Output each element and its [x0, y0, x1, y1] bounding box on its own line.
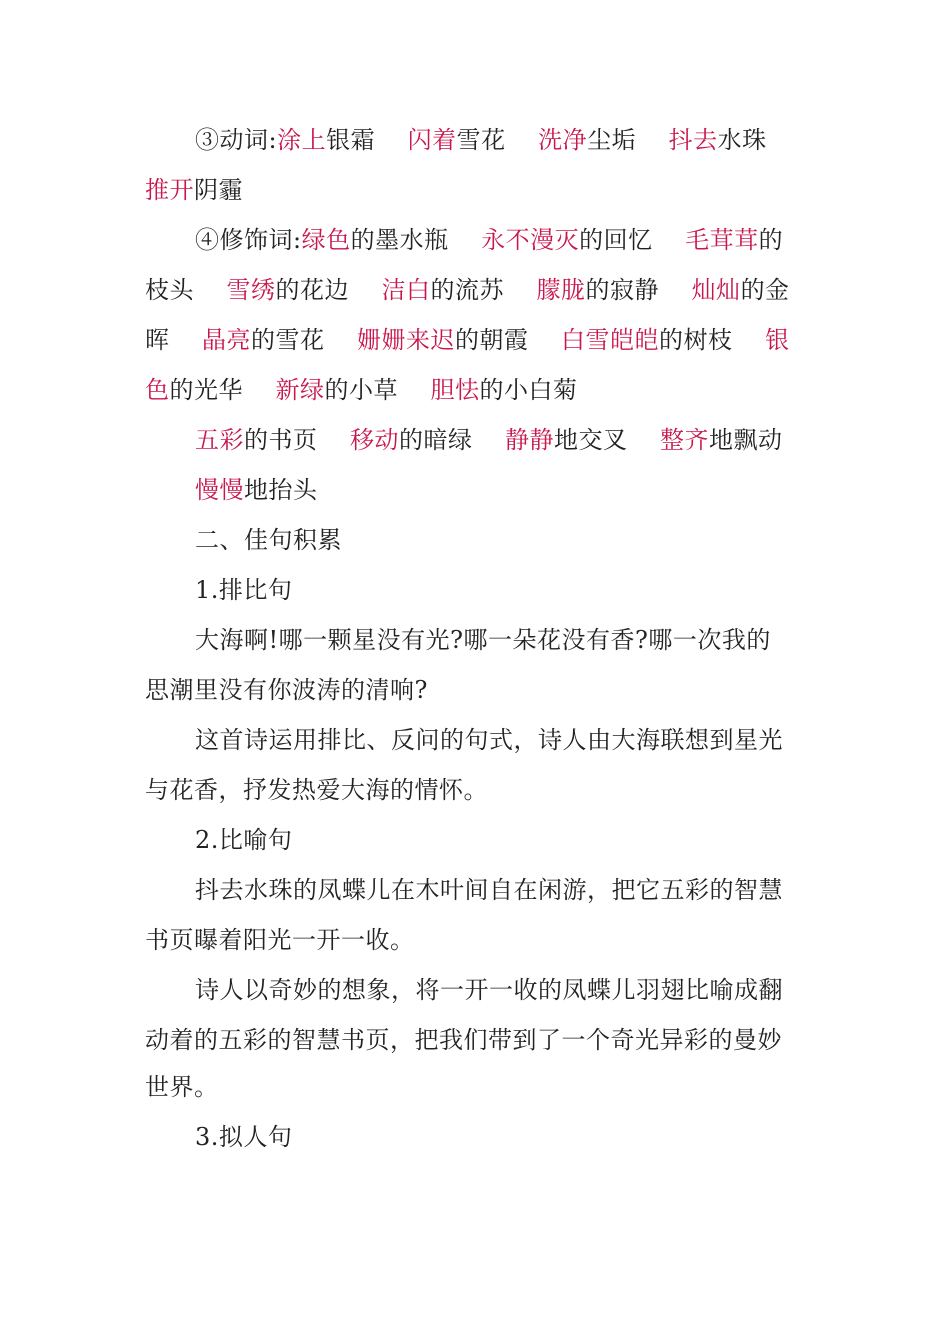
modifier-highlight: 整齐 [660, 426, 710, 454]
verb-highlight: 推开 [145, 176, 194, 204]
modifier-text: 的墨水瓶 [350, 226, 449, 254]
modifier-highlight: 白雪皑皑 [561, 326, 660, 354]
modifier-highlight: 毛茸茸 [685, 226, 759, 254]
modifier-highlight: 晶亮 [202, 326, 252, 354]
modifiers-line-4 [145, 375, 578, 405]
modifier-text: 的 [758, 226, 784, 254]
subsection-heading-metaphor: 2.比喻句 [195, 826, 293, 854]
verb-text: 尘垢 [587, 126, 637, 154]
modifier-text: 的书页 [244, 426, 318, 454]
modifier-highlight: 姗姗来迟 [357, 326, 456, 354]
modifiers-line-2 [145, 275, 790, 305]
modifiers-line-1 [195, 225, 783, 255]
modifier-highlight: 新绿 [275, 376, 325, 404]
verb-text: 阴霾 [194, 176, 243, 204]
modifier-highlight: 移动 [350, 426, 400, 454]
modifier-text: 的流苏 [430, 276, 505, 304]
verb-text: 雪花 [456, 126, 506, 154]
section-heading: 二、佳句积累 [195, 526, 342, 554]
modifier-text: 地抬头 [244, 476, 318, 504]
verb-highlight: 洗净 [538, 126, 588, 154]
metaphor-note-line-3: 世界。 [145, 1073, 219, 1101]
verb-text: 水珠 [717, 126, 767, 154]
modifier-highlight: 色 [145, 376, 170, 404]
subsection-heading-parallel: 1.排比句 [195, 576, 293, 604]
modifier-highlight: 银 [765, 326, 790, 354]
modifier-text: 的回忆 [579, 226, 653, 254]
metaphor-note-line-2: 动着的五彩的智慧书页，把我们带到了一个奇光异彩的曼妙 [145, 1026, 782, 1054]
verb-highlight: 抖去 [668, 126, 718, 154]
modifier-highlight: 慢慢 [195, 476, 244, 504]
parallel-note-line-1: 这首诗运用排比、反问的句式，诗人由大海联想到星光 [195, 726, 783, 754]
verb-highlight: 闪着 [407, 126, 457, 154]
modifier-highlight: 绿色 [301, 226, 351, 254]
modifier-highlight: 灿灿 [691, 276, 741, 304]
modifiers-line-3 [145, 325, 790, 355]
modifiers-line-5 [195, 425, 783, 455]
metaphor-quote-line-1: 抖去水珠的凤蝶儿在木叶间自在闲游，把它五彩的智慧 [195, 876, 783, 904]
modifier-highlight: 胆怯 [430, 376, 480, 404]
modifier-text: 的金 [740, 276, 790, 304]
parallel-note-line-2: 与花香，抒发热爱大海的情怀。 [145, 776, 488, 804]
metaphor-quote-line-2: 书页曝着阳光一开一收。 [145, 926, 415, 954]
modifier-text: 地交叉 [554, 426, 628, 454]
verbs-prefix: ③动词: [195, 126, 278, 154]
subsection-heading-personification: 3.拟人句 [195, 1123, 293, 1151]
modifier-text: 的寂静 [585, 276, 660, 304]
modifier-text: 的树枝 [659, 326, 733, 354]
modifier-text: 的雪花 [251, 326, 325, 354]
modifiers-line-6 [195, 475, 318, 505]
parallel-quote-line-2: 思潮里没有你波涛的清响? [145, 676, 428, 704]
modifier-text: 晖 [145, 326, 170, 354]
modifier-text: 地飘动 [709, 426, 783, 454]
modifier-text: 枝头 [145, 276, 194, 304]
verbs-line-2 [145, 175, 243, 205]
modifier-text: 的花边 [275, 276, 350, 304]
metaphor-note-line-1: 诗人以奇妙的想象，将一开一收的凤蝶儿羽翅比喻成翻 [195, 976, 783, 1004]
modifier-text: 的光华 [169, 376, 243, 404]
modifier-highlight: 朦胧 [536, 276, 586, 304]
modifier-highlight: 洁白 [381, 276, 431, 304]
modifier-text: 的小草 [324, 376, 399, 404]
verb-highlight: 涂上 [277, 126, 327, 154]
modifier-text: 的朝霞 [455, 326, 529, 354]
modifier-highlight: 雪绣 [226, 276, 276, 304]
verbs-line-1 [195, 125, 767, 155]
verb-text: 银霜 [326, 126, 376, 154]
modifiers-prefix: ④修饰词: [195, 226, 302, 254]
modifier-highlight: 永不漫灭 [481, 226, 580, 254]
modifier-text: 的小白菊 [479, 376, 578, 404]
modifier-highlight: 静静 [505, 426, 555, 454]
modifier-text: 的暗绿 [399, 426, 473, 454]
parallel-quote-line-1: 大海啊!哪一颗星没有光?哪一朵花没有香?哪一次我的 [195, 626, 771, 654]
modifier-highlight: 五彩 [195, 426, 244, 454]
